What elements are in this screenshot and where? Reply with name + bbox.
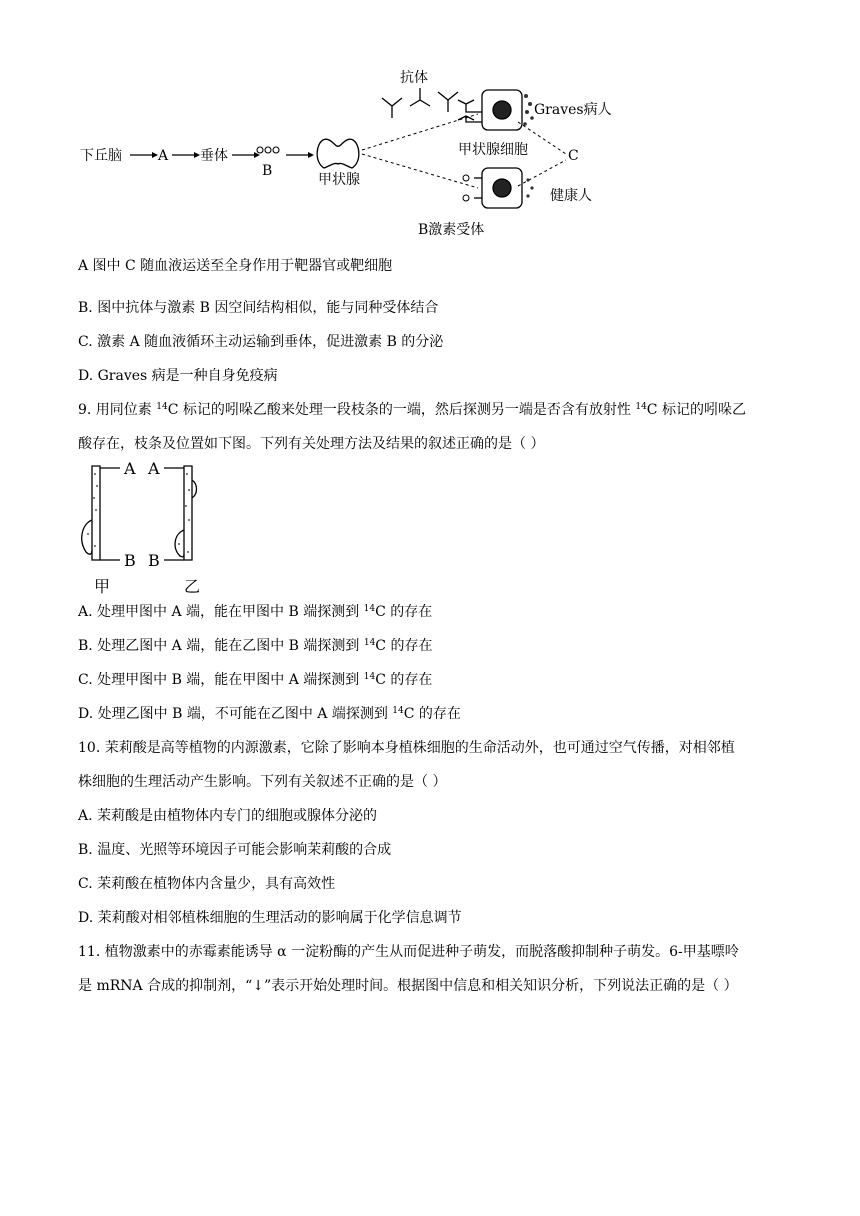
fig1-label-b: B — [262, 163, 273, 179]
q9-option-b: B. 处理乙图中 A 端，能在乙图中 B 端探测到 $^{14}$C 的存在 — [78, 638, 433, 654]
q9-option-c: C. 处理甲图中 B 端，能在甲图中 A 端探测到 $^{14}$C 的存在 — [78, 672, 433, 688]
fig1-hypothalamus: 下丘脑 — [80, 148, 122, 164]
q9-option-d: D. 处理乙图中 B 端，不可能在乙图中 A 端探测到 $^{14}$C 的存在 — [78, 706, 461, 722]
q10-stem-line1: 10. 茉莉酸是高等植物的内源激素，它除了影响本身植株细胞的生命活动外，也可通过空气传播，对相邻植 — [78, 740, 735, 756]
fig1-receptor: B激素受体 — [418, 222, 485, 238]
q10-stem-line2: 株细胞的生理活动产生影响。下列有关叙述不正确的是（ ） — [78, 774, 447, 790]
fig1-label-c: C — [568, 148, 579, 164]
branch-yi-a: A — [148, 460, 160, 478]
q9-stem-line1: 9. 用同位素 $^{14}$C 标记的吲哚乙酸来处理一段枝条的一端，然后探测另一端是否含有放射性 $^{14}$C 标记的吲哚乙 — [78, 402, 746, 418]
fig1-thyroid: 甲状腺 — [318, 172, 360, 188]
thyroid-regulation-figure — [78, 62, 638, 242]
q9-stem-line2: 酸存在，枝条及位置如下图。下列有关处理方法及结果的叙述正确的是（ ） — [78, 436, 545, 452]
branch-figure — [80, 460, 220, 600]
q10-option-b: B. 温度、光照等环境因子可能会影响茉莉酸的合成 — [78, 842, 392, 858]
fig1-label-a: A — [158, 148, 169, 164]
branch-jia-b: B — [124, 551, 136, 570]
q10-option-d: D. 茉莉酸对相邻植株细胞的生理活动的影响属于化学信息调节 — [78, 910, 462, 926]
fig1-pituitary: 垂体 — [200, 148, 228, 164]
branch-jia-a: A — [124, 460, 136, 478]
fig1-antibody: 抗体 — [400, 70, 428, 86]
branch-yi-label: 乙 — [184, 577, 201, 596]
q8-option-d: D. Graves 病是一种自身免疫病 — [78, 368, 278, 384]
fig1-graves: Graves病人 — [534, 102, 612, 118]
branch-yi-b: B — [148, 551, 160, 570]
q11-stem-line2: 是 mRNA 合成的抑制剂，“↓”表示开始处理时间。根据图中信息和相关知识分析，下列说法正确的是（ ） — [78, 978, 738, 994]
q9-option-a: A. 处理甲图中 A 端，能在甲图中 B 端探测到 $^{14}$C 的存在 — [78, 604, 433, 620]
fig1-thyroid-cell: 甲状腺细胞 — [458, 142, 528, 158]
branch-jia-label: 甲 — [94, 577, 111, 596]
q11-stem-line1: 11. 植物激素中的赤霉素能诱导 α 一淀粉酶的产生从而促进种子萌发，而脱落酸抑制种子萌发。6-甲基嘌呤 — [78, 944, 739, 960]
q8-option-a: A 图中 C 随血液运送至全身作用于靶器官或靶细胞 — [78, 258, 393, 274]
q8-option-b: B. 图中抗体与激素 B 因空间结构相似，能与同种受体结合 — [78, 300, 439, 316]
q10-option-c: C. 茉莉酸在植物体内含量少，具有高效性 — [78, 876, 336, 892]
fig1-healthy: 健康人 — [550, 188, 592, 204]
q8-option-c: C. 激素 A 随血液循环主动运输到垂体，促进激素 B 的分泌 — [78, 334, 444, 350]
q10-option-a: A. 茉莉酸是由植物体内专门的细胞或腺体分泌的 — [78, 808, 378, 824]
